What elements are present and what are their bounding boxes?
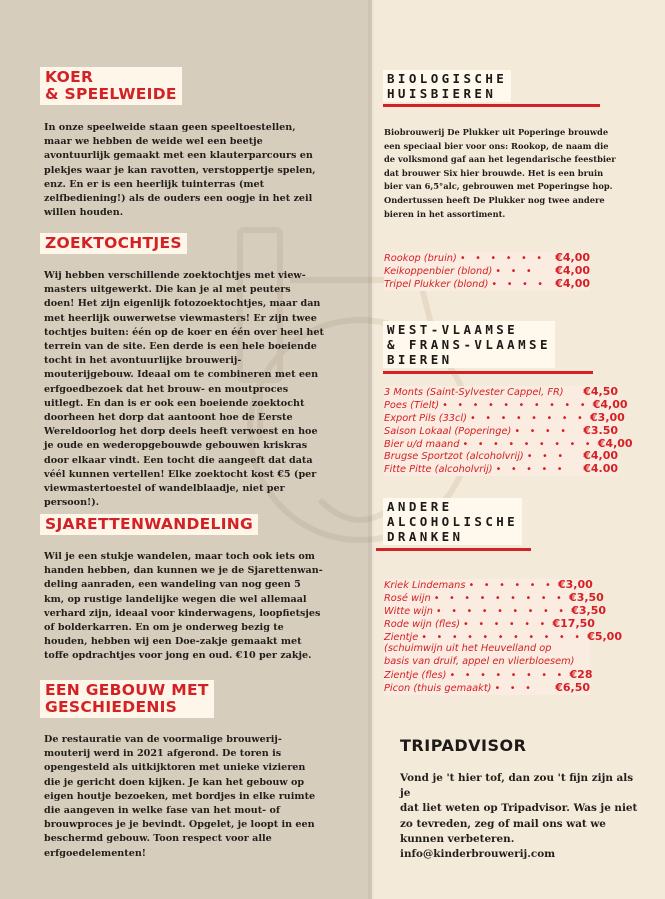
item-name: Witte wijn: [384, 605, 433, 617]
item-note: basis van druif, appel en vlierbloesem): [384, 656, 575, 668]
item-price: €3.50: [583, 423, 618, 437]
item-price: €6,50: [555, 681, 590, 695]
title-line: ALCOHOLISCHE: [387, 514, 519, 529]
bio-price-list: [384, 252, 590, 291]
menu-item: [384, 590, 604, 605]
item-price: €3,50: [569, 590, 604, 604]
section-title-west-vlaamse: [383, 321, 555, 368]
dot-leader: • • • • • •: [468, 580, 554, 591]
item-name: Fitte Pitte (alcoholvrij): [384, 464, 493, 476]
dot-leader: • • • •: [514, 425, 570, 437]
section-title-sjarettenwandeling: [40, 514, 258, 535]
item-price: €4,00: [555, 251, 590, 264]
item-price: €3,50: [571, 603, 607, 617]
dot-leader: • • • • • • • •: [449, 670, 566, 682]
menu-item: [384, 265, 590, 278]
text-line: zo tevreden, zeg of mail ons wat we: [400, 817, 606, 830]
section-title-zoektochtjes: [40, 233, 187, 254]
section-body-koer: In onze speelweide staan geen speeltoestellen, maar we hebben de weide wel een beetje avontuurlijk gemaakt met een klauterparcours en plekjes waar je kan ravotten, verstoppertje spelen, enz. En er is een heerlijk tuinterras (met zelfbediening!) als de ouders een oogje in het zeil willen houden.: [44, 122, 316, 219]
item-price: €4,50: [583, 385, 618, 398]
item-name: Rosé wijn: [384, 592, 431, 604]
title-line: DRANKEN: [387, 529, 464, 544]
title-line: SJARETTENWANDELING: [45, 515, 254, 533]
menu-item: [384, 278, 590, 291]
text-line: Vond je 't hier tof, dan zou 't fijn zijn als je: [400, 772, 634, 800]
menu-item: [384, 397, 628, 412]
section-body-zoektochtjes: Wij hebben verschillende zoektochtjes met view-masters uitgewerkt. Die kan je al met peuters doen! Het zijn eigenlijk fotozoektochtjes, maar dan met heerlijk ouwerwetse viewmasters! Er zijn twee tochtjes buiten: één op de koer en één over heel het terrein van de site. Een derde is een hele boeiende tocht in het avontuurlijke brouwerij-mouterijgebouw. Ideaal om te combineren met een erfgoedbezoek dat het brouw- en moutproces uitlegt. En dan is er ook een boeiende zoektocht doorheen het dorp dat aantoont hoe de Eerste Wereldoorlog het dorp deels heeft verwoest en hoe je oude en wederopgebouwde gebouwen kriskras door elkaar vindt. Een tocht die aangeeft dat data véél kunnen vertellen! Elke zoektocht kost €5 (per viewmastertoestel of wandelblaadje, niet per persoon!).: [44, 270, 324, 509]
dot-leader: • • •: [495, 265, 535, 277]
section-body-gebouw: De restauratie van de voormalige brouwerij-mouterij werd in 2021 afgerond. De toren is opengesteld als uitkijktoren met unieke vizieren die je gericht doen kijken. Je kan het gebouw op eigen houtje bezoeken, met bordjes in elke ruimte die aangeven in welke fase van het mout- of brouwproces je je bevindt. Opgelet, je loopt in een beschermd gebouw. Toon respect voor alle erfgoedelementen!: [44, 734, 316, 859]
item-price: €4.00: [583, 462, 618, 476]
menu-item: [384, 629, 622, 644]
title-line: ZOEKTOCHTJES: [45, 234, 182, 252]
title-line: HUISBIEREN: [387, 86, 497, 101]
item-price: €4,00: [583, 449, 618, 463]
menu-item: [384, 410, 625, 425]
contact-email[interactable]: info@kinderbrouwerij.com: [400, 848, 556, 861]
item-price: €4,00: [592, 397, 628, 411]
title-line: BIOLOGISCHE: [387, 71, 508, 86]
item-name: Picon (thuis gemaakt): [384, 683, 492, 695]
item-name: Saison Lokaal (Poperinge): [384, 425, 512, 437]
menu-item: [384, 578, 593, 592]
item-name: Zientje: [384, 631, 419, 643]
dot-leader: • • • • • • • • •: [462, 438, 594, 450]
item-note: (schuimwijn uit het Heuvelland op: [384, 643, 552, 655]
tripadvisor-text: [400, 771, 644, 862]
dot-leader: • • • • • • • • • • •: [421, 631, 584, 643]
dot-leader: • • • • •: [495, 464, 566, 476]
section-title-gebouw: [40, 680, 214, 718]
menu-item: [384, 603, 607, 618]
menu-item: [384, 252, 590, 265]
item-price: €5,00: [587, 629, 622, 643]
dot-leader: • • • • • • • •: [469, 412, 587, 424]
dot-leader: • • •: [494, 683, 535, 695]
title-line: EEN GEBOUW MET: [45, 681, 209, 699]
dot-leader: • • • •: [491, 278, 547, 290]
title-line: GESCHIEDENIS: [45, 698, 178, 716]
title-line: ANDERE: [387, 499, 453, 514]
item-name: Poes (Tielt): [384, 399, 440, 411]
item-name: Rode wijn (fles): [384, 618, 461, 630]
dot-leader: • • • • • •: [463, 618, 549, 630]
tripadvisor-title: TRIPADVISOR: [400, 736, 527, 755]
item-price: €4,00: [555, 276, 590, 290]
west-price-list: [384, 385, 633, 476]
item-name: Keikoppenbier (blond): [384, 265, 493, 277]
title-underline: [383, 371, 593, 374]
title-line: WEST-VLAAMSE: [387, 322, 519, 337]
item-price: €4,00: [597, 436, 633, 450]
text-line: kunnen verbeteren.: [400, 832, 515, 845]
title-underline: [376, 548, 531, 551]
item-name: Tripel Plukker (blond): [384, 278, 489, 290]
section-title-biologische: [383, 70, 511, 102]
item-price: €17,50: [552, 616, 595, 630]
title-line: BIEREN: [387, 352, 453, 367]
item-name: 3 Monts (Saint-Sylvester Cappel, FR): [384, 387, 564, 398]
bio-intro: Biobrouwerij De Plukker uit Poperinge brouwde een speciaal bier voor ons: Rookop, de naam die de volksmond gaf aan het legendarische feestbier dat brouwer Six hier brouwde. Het is een bruin bier van 6,5°alc, gebrouwen met Poperingse hop. Ondertussen heeft De Plukker nog twee andere bieren in het assortiment.: [384, 127, 616, 219]
menu-item: [384, 425, 618, 438]
dot-leader: • • • • • • • • • •: [442, 399, 589, 411]
section-body-sjarettenwandeling: Wil je een stukje wandelen, maar toch ook iets om handen hebben, dan kunnen we je de Sjarettenwan-deling aanraden, een wandeling van nog geen 5 km, op rustige landelijke wegen die wel allemaal verhard zijn, ideaal voor kinderwagens, loopfietsjes of bolderkarren. En om je onderweg bezig te houden, hebben wij een Doe-zakje gemaakt met toffe opdrachtjes voor jong en oud. €10 per zakje.: [44, 551, 323, 662]
item-name: Rookop (bruin): [384, 253, 457, 264]
dot-leader: • • •: [526, 451, 567, 463]
title-line: KOER: [45, 68, 94, 86]
item-price: €3,00: [590, 410, 625, 424]
item-price: €3,00: [557, 578, 593, 591]
dot-leader: • • • • • • • • •: [435, 605, 568, 617]
item-name: Bier u/d maand: [384, 438, 460, 450]
menu-item: [384, 463, 618, 476]
menu-item: [384, 616, 595, 631]
andere-price-list: [384, 578, 622, 695]
title-line: & FRANS-VLAAMSE: [387, 337, 551, 352]
item-price: €4,00: [555, 263, 590, 277]
title-underline: [383, 104, 600, 107]
menu-item: [384, 386, 618, 399]
item-name: Zientje (fles): [384, 670, 447, 682]
section-title-koer: [40, 67, 182, 105]
item-name: Export Pils (33cl): [384, 412, 467, 424]
dot-leader: • • • • • •: [459, 253, 546, 264]
title-line: & SPEELWEIDE: [45, 85, 177, 103]
item-name: Kriek Lindemans: [384, 580, 466, 591]
item-price: €28: [569, 668, 593, 682]
text-line: dat liet weten op Tripadvisor. Was je niet: [400, 802, 638, 815]
menu-item: [384, 682, 590, 695]
dot-leader: • • • • • • • • •: [433, 592, 566, 604]
item-name: Brugse Sportzot (alcoholvrij): [384, 451, 524, 463]
section-title-andere: [383, 498, 522, 545]
